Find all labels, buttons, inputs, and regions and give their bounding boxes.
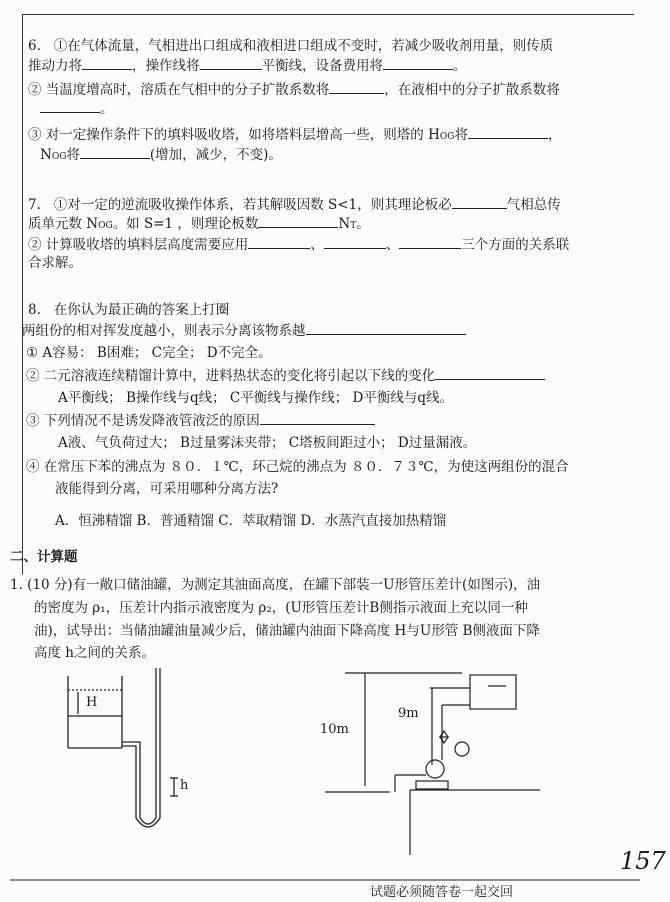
page-number: 157 bbox=[620, 847, 666, 875]
q8-l4: ④ 在常压下苯的沸点为 ８０．１℃，环己烷的沸点为 ８０．７３℃，为使这两组份的混合 bbox=[26, 459, 569, 475]
sec2-p1: 1. (10 分)有一敞口储油罐，为测定其油面高度，在罐下部装一U形管压差计(如图示)，油 bbox=[10, 577, 541, 593]
fig1-tank-diagram bbox=[68, 668, 178, 827]
q6-line5: ③ 对一定操作条件下的填料吸收塔，如将塔料层增高一些，则塔的 HOG将 ， bbox=[28, 127, 562, 143]
fig2-9m-label: 9m bbox=[398, 706, 419, 721]
q8-number: 8. bbox=[28, 302, 41, 318]
footer-text: 试题必须随答卷一起交回 bbox=[370, 885, 514, 900]
q8-l3: ③ 下列情况不是诱发降液管液泛的原因 bbox=[26, 412, 375, 430]
sec2-title: 二、计算题 bbox=[10, 549, 78, 565]
q8-l2: ② 二元溶液连续精馏计算中，进料热状态的变化将引起以下线的变化 bbox=[26, 367, 545, 385]
sec2-p4: 高度 h之间的关系。 bbox=[34, 645, 155, 661]
q8-o3: A液、气负荷过大； B过量雾沫夹带； C塔板间距过小； D过量漏液。 bbox=[58, 435, 477, 451]
q7-line1: 7. ①对一定的逆流吸收操作体系，若其解吸因数 S<1，则其理论板必 气相总传 bbox=[28, 197, 561, 213]
q6-line1: 6. ①在气体流量，气相进出口组成和液相进口组成不变时，若减少吸收剂用量，则传质 bbox=[28, 38, 554, 54]
q8-o2: A平衡线； B操作线与q线； C平衡线与操作线； D平衡线与q线。 bbox=[58, 390, 453, 406]
q8-o1: ① A容易： B困难； C完全； D不完全。 bbox=[26, 345, 272, 361]
q6-line4: 。 bbox=[40, 100, 114, 118]
sec2-p2: 的密度为 ρ₁，压差计内指示液密度为 ρ₂，(U形管压差计B侧指示液面上充以同一种 bbox=[34, 600, 528, 616]
q6-number: 6. bbox=[28, 38, 41, 54]
q8-title: 8. 在你认为最正确的答案上打圈 bbox=[28, 302, 230, 318]
q6-line3: ② 当温度增高时，溶质在气相中的分子扩散系数将 ，在液相中的分子扩散系数将 bbox=[28, 82, 560, 98]
q7-line4: 合求解。 bbox=[28, 255, 82, 271]
q7-line3: ② 计算吸收塔的填料层高度需要应用 、 、 三个方面的关系联 bbox=[28, 237, 570, 253]
q7-number: 7. bbox=[28, 197, 41, 213]
q8-o4: A．恒沸精馏 B．普通精馏 C．萃取精馏 D．水蒸汽直接加热精馏 bbox=[55, 513, 447, 529]
q8-l4b: 液能得到分离，可采用哪种分离方法? bbox=[55, 481, 279, 497]
q7-line2: 质单元数 NOG。如 S=1 ，则理论板数 NT。 bbox=[28, 216, 370, 232]
fig2-10m-label: 10m bbox=[320, 722, 349, 737]
q8-l1: 两组份的相对挥发度越小，则表示分离该物系越 bbox=[22, 322, 466, 340]
sec2-p3: 油)，试导出：当储油罐油量减少后，储油罐内油面下降高度 H与U形管 B侧液面下降 bbox=[34, 623, 540, 639]
q6-line2: 推动力将 ，操作线将 平衡线，设备费用将 。 bbox=[28, 58, 467, 74]
fig1-H-label: H bbox=[86, 695, 98, 710]
q6-line6: NOG将 (增加，减少，不变)。 bbox=[40, 147, 282, 163]
fig2-pump-system bbox=[325, 673, 540, 855]
fig1-h-label: h bbox=[180, 778, 189, 793]
